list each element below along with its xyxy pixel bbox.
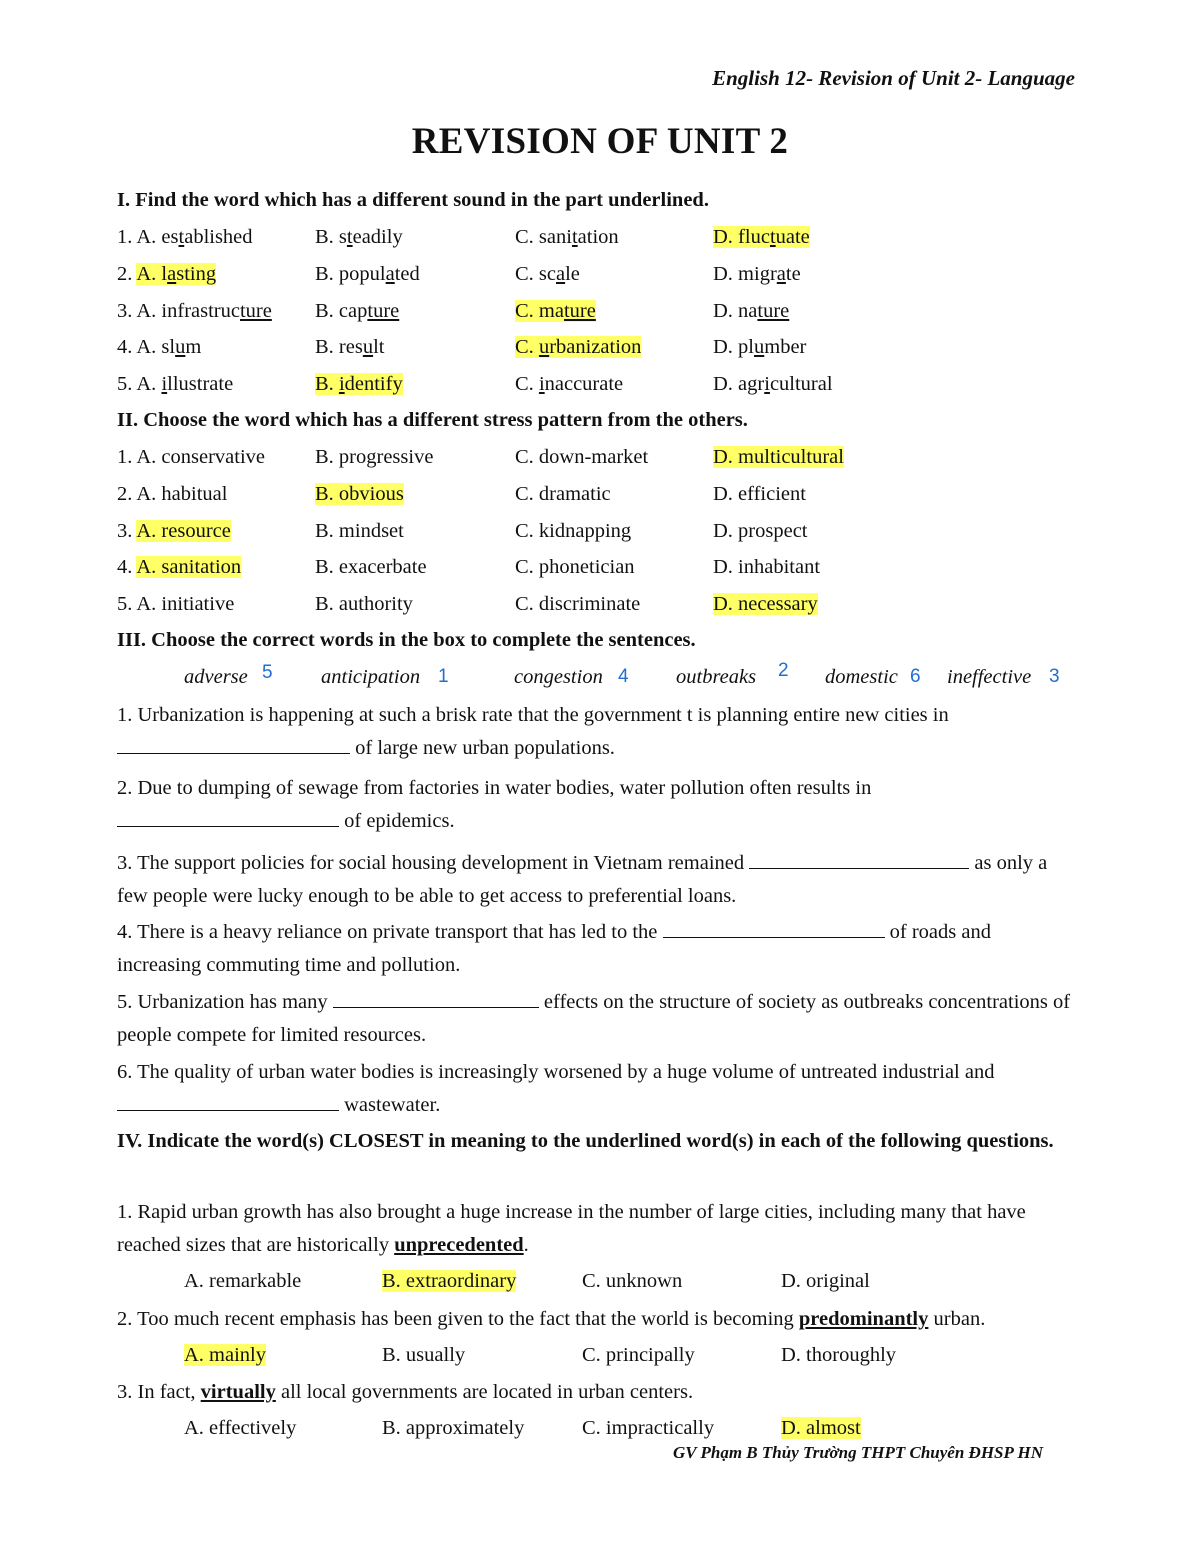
option-text: C. discriminate: [515, 593, 641, 615]
answer-blank[interactable]: [117, 1092, 339, 1111]
option-b[interactable]: [382, 1417, 524, 1440]
option-text: [515, 300, 596, 322]
underlined-part: t: [769, 226, 776, 248]
option-text: [515, 263, 580, 285]
option-a[interactable]: [117, 226, 253, 249]
section-3-question-2: [117, 772, 1072, 838]
option-text: [713, 226, 810, 248]
question-text: .: [523, 1234, 529, 1256]
question-text: effects on the structure of society as outbreaks concentrations of people compete for limited resources.: [117, 991, 1071, 1046]
key-word: virtually: [200, 1381, 276, 1403]
question-number-dot: .: [127, 263, 137, 285]
question-number: 5.: [117, 593, 137, 615]
question-number: 5: [117, 373, 128, 395]
option-text: [713, 300, 789, 322]
option-prefix: C. sc: [515, 263, 556, 285]
answer-blank[interactable]: [117, 735, 350, 754]
option-suffix: m: [185, 336, 202, 358]
underlined-part: a: [167, 263, 177, 285]
question-text: all local governments are located in urban centers.: [275, 1381, 694, 1403]
underlined-part: u: [362, 336, 374, 358]
key-word: unprecedented: [394, 1234, 524, 1256]
underlined-part: t: [346, 226, 353, 248]
question-number-dot: .: [127, 226, 137, 248]
option-d[interactable]: [713, 336, 806, 359]
option-prefix: D. agr: [713, 373, 765, 395]
question-text: 2. Too much recent emphasis has been given to the fact that the world is becoming: [117, 1308, 799, 1330]
section-4-question-1: [117, 1196, 1072, 1262]
option-text: D. prospect: [713, 520, 808, 542]
section-3-heading: III. Choose the correct words in the box to complete the sentences.: [117, 629, 696, 651]
option-text: D. inhabitant: [713, 556, 821, 578]
underlined-part: u: [175, 336, 186, 358]
option-c[interactable]: [515, 520, 631, 543]
option-d[interactable]: [713, 520, 808, 543]
option-c[interactable]: [515, 556, 635, 579]
option-text: [136, 226, 252, 248]
option-prefix: B. cap: [315, 300, 368, 322]
option-text: C. unknown: [582, 1270, 683, 1292]
question-text: 1. Rapid urban growth has also brought a huge increase in the number of large cities, including many that have reached sizes that are historically: [117, 1201, 1026, 1256]
option-suffix: mber: [764, 336, 807, 358]
option-text: [713, 373, 833, 395]
question-number-dot: .: [127, 300, 137, 322]
option-text: [136, 336, 201, 358]
option-a[interactable]: [117, 556, 241, 579]
option-text: A. conservative: [136, 446, 266, 468]
option-a[interactable]: [117, 263, 216, 286]
option-b[interactable]: [315, 483, 404, 506]
option-suffix: ation: [577, 226, 619, 248]
option-text: B. approximately: [382, 1417, 525, 1439]
section-2-heading: II. Choose the word which has a different stress pattern from the others.: [117, 409, 748, 431]
question-text: 1. Urbanization is happening at such a brisk rate that the government t is planning entire new cities in: [117, 704, 949, 726]
option-prefix: C.: [515, 336, 539, 358]
question-text: 3. In fact,: [117, 1381, 201, 1403]
page-header: English 12- Revision of Unit 2- Language: [712, 66, 1075, 90]
option-a[interactable]: [117, 520, 231, 543]
question-number: 2: [117, 263, 128, 285]
option-text: D. thoroughly: [781, 1344, 897, 1366]
option-c[interactable]: [515, 300, 596, 323]
question-text: 2. Due to dumping of sewage from factories in water bodies, water pollution often results in: [117, 777, 872, 799]
underlined-part: u: [538, 336, 550, 358]
question-text: urban.: [928, 1308, 986, 1330]
option-c[interactable]: [582, 1417, 714, 1440]
page-footer: GV Phạm B Thủy Trường THPT Chuyên ĐHSP HN: [672, 1443, 1043, 1462]
option-prefix: D. pl: [713, 336, 754, 358]
option-text: D. original: [781, 1270, 870, 1292]
underlined-part: ture: [563, 300, 596, 322]
option-c[interactable]: [515, 483, 611, 506]
handwritten-answer-number: 2: [778, 660, 789, 681]
handwritten-answer-number: 1: [438, 666, 449, 687]
option-text: B. extraordinary: [382, 1270, 517, 1292]
option-a[interactable]: [117, 446, 265, 469]
word-box-item: congestion: [514, 666, 603, 688]
option-text: [136, 263, 216, 285]
option-text: B. exacerbate: [315, 556, 427, 578]
question-number: 2.: [117, 483, 137, 505]
option-a[interactable]: [117, 300, 272, 323]
option-prefix: A. l: [136, 263, 168, 285]
option-d[interactable]: [713, 483, 806, 506]
underlined-part: i: [764, 373, 770, 395]
option-b[interactable]: [315, 336, 384, 359]
option-prefix: A.: [136, 373, 162, 395]
option-a[interactable]: [184, 1417, 296, 1440]
option-text: A. mainly: [184, 1344, 266, 1366]
answer-blank[interactable]: [749, 850, 969, 869]
option-c[interactable]: [515, 336, 641, 359]
option-prefix: D. fluc: [713, 226, 770, 248]
question-text: 4. There is a heavy reliance on private transport that has led to the: [117, 921, 663, 943]
question-text: 5. Urbanization has many: [117, 991, 333, 1013]
underlined-part: i: [161, 373, 168, 395]
option-text: A. habitual: [136, 483, 228, 505]
option-b[interactable]: [382, 1344, 465, 1367]
option-suffix: te: [785, 263, 801, 285]
option-d[interactable]: [713, 556, 820, 579]
option-d[interactable]: [781, 1270, 870, 1293]
option-a[interactable]: [117, 593, 234, 616]
option-c[interactable]: [515, 446, 648, 469]
underlined-part: a: [556, 263, 566, 285]
question-text: wastewater.: [339, 1094, 441, 1116]
option-suffix: naccurate: [544, 373, 624, 395]
option-text: [136, 373, 233, 395]
option-c[interactable]: [515, 263, 580, 286]
option-text: [315, 373, 403, 395]
underlined-part: u: [754, 336, 765, 358]
option-text: C. dramatic: [515, 483, 611, 505]
option-text: C. principally: [582, 1344, 695, 1366]
option-suffix: llustrate: [167, 373, 234, 395]
option-a[interactable]: [117, 373, 233, 396]
option-text: [713, 336, 806, 358]
option-d[interactable]: [713, 263, 801, 286]
option-suffix: eadily: [352, 226, 403, 248]
option-prefix: B. res: [315, 336, 363, 358]
option-b[interactable]: [315, 373, 403, 396]
question-text: of roads and increasing commuting time and pollution.: [117, 921, 991, 976]
option-text: [315, 336, 384, 358]
option-suffix: uate: [775, 226, 810, 248]
word-box-item: ineffective: [947, 666, 1032, 688]
option-text: [515, 373, 623, 395]
option-suffix: ted: [394, 263, 420, 285]
option-text: D. necessary: [713, 593, 818, 615]
option-b[interactable]: [315, 520, 404, 543]
option-prefix: B. popul: [315, 263, 386, 285]
underlined-part: ture: [757, 300, 790, 322]
option-text: [315, 263, 420, 285]
option-a[interactable]: [184, 1270, 301, 1293]
option-d[interactable]: [781, 1417, 861, 1440]
section-3-question-5: [117, 986, 1072, 1052]
section-4-heading: IV. Indicate the word(s) CLOSEST in meaning to the underlined word(s) in each of the following questions.: [117, 1130, 1054, 1152]
option-suffix: sting: [176, 263, 217, 285]
option-a[interactable]: [117, 336, 201, 359]
section-3-question-3: [117, 847, 1072, 913]
question-number: 4: [117, 336, 128, 358]
option-text: C. impractically: [582, 1417, 715, 1439]
option-b[interactable]: [315, 263, 420, 286]
option-text: B. obvious: [315, 483, 404, 505]
option-d[interactable]: [713, 373, 833, 396]
option-prefix: B.: [315, 373, 339, 395]
option-prefix: D. na: [713, 300, 758, 322]
option-text: D. almost: [781, 1417, 861, 1439]
option-b[interactable]: [315, 226, 403, 249]
underlined-part: a: [385, 263, 395, 285]
option-c[interactable]: [515, 226, 619, 249]
handwritten-answer-number: 5: [262, 662, 273, 683]
question-number: 3.: [117, 520, 137, 542]
question-number: 1: [117, 226, 128, 248]
option-d[interactable]: [781, 1344, 896, 1367]
option-d[interactable]: [713, 593, 818, 616]
option-text: C. phonetician: [515, 556, 635, 578]
word-box-item: domestic: [825, 666, 898, 688]
underlined-part: t: [178, 226, 185, 248]
answer-blank[interactable]: [333, 989, 539, 1008]
option-c[interactable]: [515, 593, 640, 616]
underlined-part: ture: [239, 300, 272, 322]
option-c[interactable]: [582, 1270, 682, 1293]
key-word: predominantly: [798, 1308, 929, 1330]
option-text: C. kidnapping: [515, 520, 632, 542]
word-box-item: outbreaks: [676, 666, 757, 688]
underlined-part: t: [571, 226, 578, 248]
option-text: [136, 300, 271, 322]
option-text: [315, 300, 399, 322]
underlined-part: i: [538, 373, 545, 395]
section-1-heading: I. Find the word which has a different sound in the part underlined.: [117, 189, 709, 211]
option-suffix: lt: [373, 336, 385, 358]
option-text: A. effectively: [184, 1417, 297, 1439]
option-prefix: A. infrastruc: [136, 300, 240, 322]
option-b[interactable]: [315, 556, 427, 579]
option-text: [515, 336, 641, 358]
question-number: 1.: [117, 446, 137, 468]
word-box-item: anticipation: [321, 666, 421, 688]
option-text: B. usually: [382, 1344, 466, 1366]
option-prefix: B. s: [315, 226, 347, 248]
handwritten-answer-number: 3: [1049, 666, 1060, 687]
option-text: B. authority: [315, 593, 413, 615]
option-suffix: rbanization: [549, 336, 642, 358]
option-c[interactable]: [582, 1344, 695, 1367]
answer-blank[interactable]: [663, 919, 885, 938]
underlined-part: a: [776, 263, 786, 285]
option-text: A. resource: [136, 520, 231, 542]
option-prefix: C. sani: [515, 226, 572, 248]
question-number-dot: .: [127, 373, 137, 395]
section-4-question-3: [117, 1376, 1072, 1409]
handwritten-answer-number: 6: [910, 666, 921, 687]
section-4-question-2: [117, 1303, 1072, 1336]
option-text: [315, 226, 403, 248]
option-text: D. multicultural: [713, 446, 844, 468]
option-prefix: C.: [515, 373, 539, 395]
option-text: D. efficient: [713, 483, 806, 505]
option-text: A. initiative: [136, 593, 235, 615]
section-3-question-6: [117, 1056, 1072, 1122]
option-d[interactable]: [713, 226, 810, 249]
option-suffix: dentify: [344, 373, 403, 395]
option-prefix: D. migr: [713, 263, 777, 285]
option-a[interactable]: [184, 1344, 266, 1367]
underlined-part: i: [338, 373, 345, 395]
option-suffix: le: [565, 263, 580, 285]
option-b[interactable]: [315, 593, 413, 616]
section-3-question-1: [117, 699, 1072, 765]
question-number: 4.: [117, 556, 137, 578]
option-suffix: cultural: [769, 373, 833, 395]
handwritten-answer-number: 4: [618, 666, 629, 687]
option-text: [713, 263, 801, 285]
underlined-part: ture: [367, 300, 400, 322]
option-b[interactable]: [382, 1270, 516, 1293]
option-text: B. mindset: [315, 520, 404, 542]
option-d[interactable]: [713, 446, 844, 469]
question-text: as only a few people were lucky enough to be able to get access to preferential loans.: [117, 852, 1048, 907]
option-prefix: A. es: [136, 226, 179, 248]
answer-blank[interactable]: [117, 808, 339, 827]
question-text: 3. The support policies for social housing development in Vietnam remained: [117, 852, 750, 874]
word-box-item: adverse: [184, 666, 248, 688]
section-3-question-4: [117, 916, 1072, 982]
option-text: [515, 226, 619, 248]
option-c[interactable]: [515, 373, 623, 396]
option-text: C. down-market: [515, 446, 649, 468]
option-d[interactable]: [713, 300, 789, 323]
option-prefix: C. ma: [515, 300, 564, 322]
option-text: A. remarkable: [184, 1270, 302, 1292]
option-b[interactable]: [315, 446, 433, 469]
question-text: 6. The quality of urban water bodies is increasingly worsened by a huge volume of untreated industrial and: [117, 1061, 995, 1083]
question-number-dot: .: [127, 336, 137, 358]
option-a[interactable]: [117, 483, 227, 506]
question-number: 3: [117, 300, 128, 322]
question-text: of large new urban populations.: [350, 737, 615, 759]
page-title: REVISION OF UNIT 2: [411, 121, 789, 162]
option-prefix: A. sl: [136, 336, 176, 358]
option-b[interactable]: [315, 300, 399, 323]
question-text: of epidemics.: [339, 810, 455, 832]
option-text: A. sanitation: [136, 556, 242, 578]
option-text: B. progressive: [315, 446, 434, 468]
option-suffix: ablished: [184, 226, 253, 248]
